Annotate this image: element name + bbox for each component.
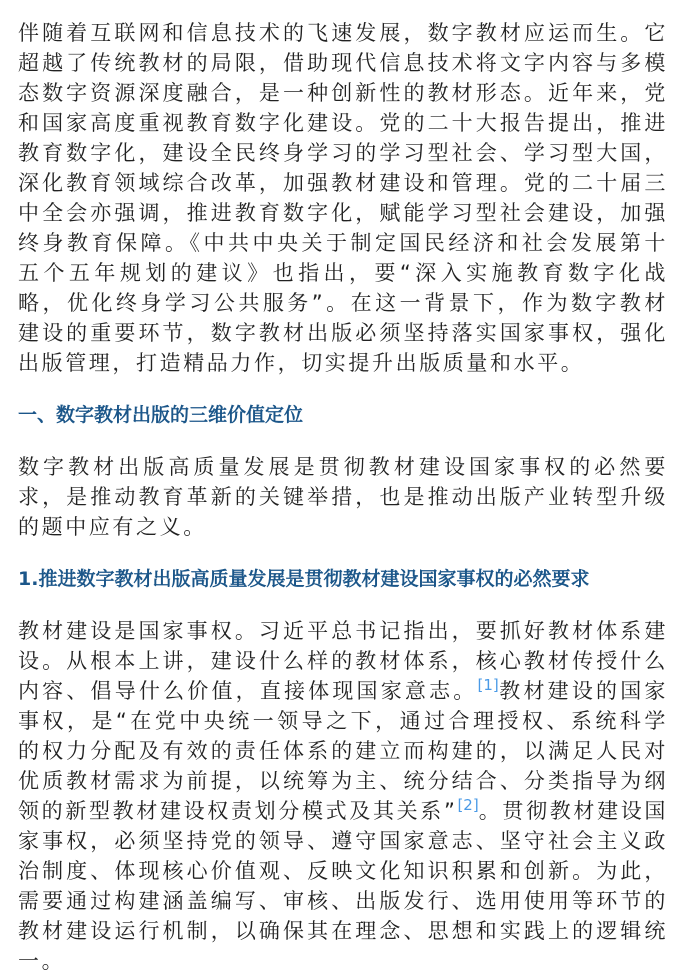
- body-text: 。贯彻教材建设国家事权，必须坚持党的领导、遵守国家意志、坚守社会主义政治制度、体现核心价值观、反映文化知识积累和创新。为此，需要通过构建涵盖编写、审核、出版发行、选用使用等环节的教材建设运行机制，以确保其在理念、思想和实践上的逻辑统一。: [18, 799, 668, 973]
- subsection-body-paragraph: [18, 616, 668, 976]
- intro-paragraph: 伴随着互联网和信息技术的飞速发展，数字教材应运而生。它超越了传统教材的局限，借助现代信息技术将文字内容与多模态数字资源深度融合，是一种创新性的教材形态。近年来，党和国家高度重视教育数字化建设。党的二十大报告提出，推进教育数字化，建设全民终身学习的学习型社会、学习型大国，深化教育领域综合改革，加强教材建设和管理。党的二十届三中全会亦强调，推进教育数字化，赋能学习型社会建设，加强终身教育保障。《中共中央关于制定国民经济和社会发展第十五个五年规划的建议》也指出，要“深入实施教育数字化战略，优化终身学习公共服务”。在这一背景下，作为数字教材建设的重要环节，数字教材出版必须坚持落实国家事权，强化出版管理，打造精品力作，切实提升出版质量和水平。: [18, 21, 668, 375]
- subsection-heading: 1.推进数字教材出版高质量发展是贯彻教材建设国家事权的必然要求: [18, 568, 590, 590]
- body-text: 教材建设是国家事权。习近平总书记指出，要抓好教材体系建设。从根本上讲，建设什么样的教材体系，核心教材传授什么内容、倡导什么价值，直接体现国家意志。: [18, 619, 668, 703]
- body-text: 教材建设的国家事权，是“在党中央统一领导之下，通过合理授权、系统科学的权力分配及有效的责任体系的建立而构建的，以满足人民对优质教材需求为前提，以统筹为主、统分结合、分类指导为纲领的新型教材建设权责划分模式及其关系”: [18, 679, 668, 823]
- section-heading: 一、数字教材出版的三维价值定位: [18, 404, 304, 426]
- section-intro-paragraph: 数字教材出版高质量发展是贯彻教材建设国家事权的必然要求，是推动教育革新的关键举措，也是推动出版产业转型升级的题中应有之义。: [18, 455, 668, 539]
- footnote-ref-1[interactable]: [1]: [477, 676, 499, 694]
- footnote-ref-2[interactable]: [2]: [457, 796, 479, 814]
